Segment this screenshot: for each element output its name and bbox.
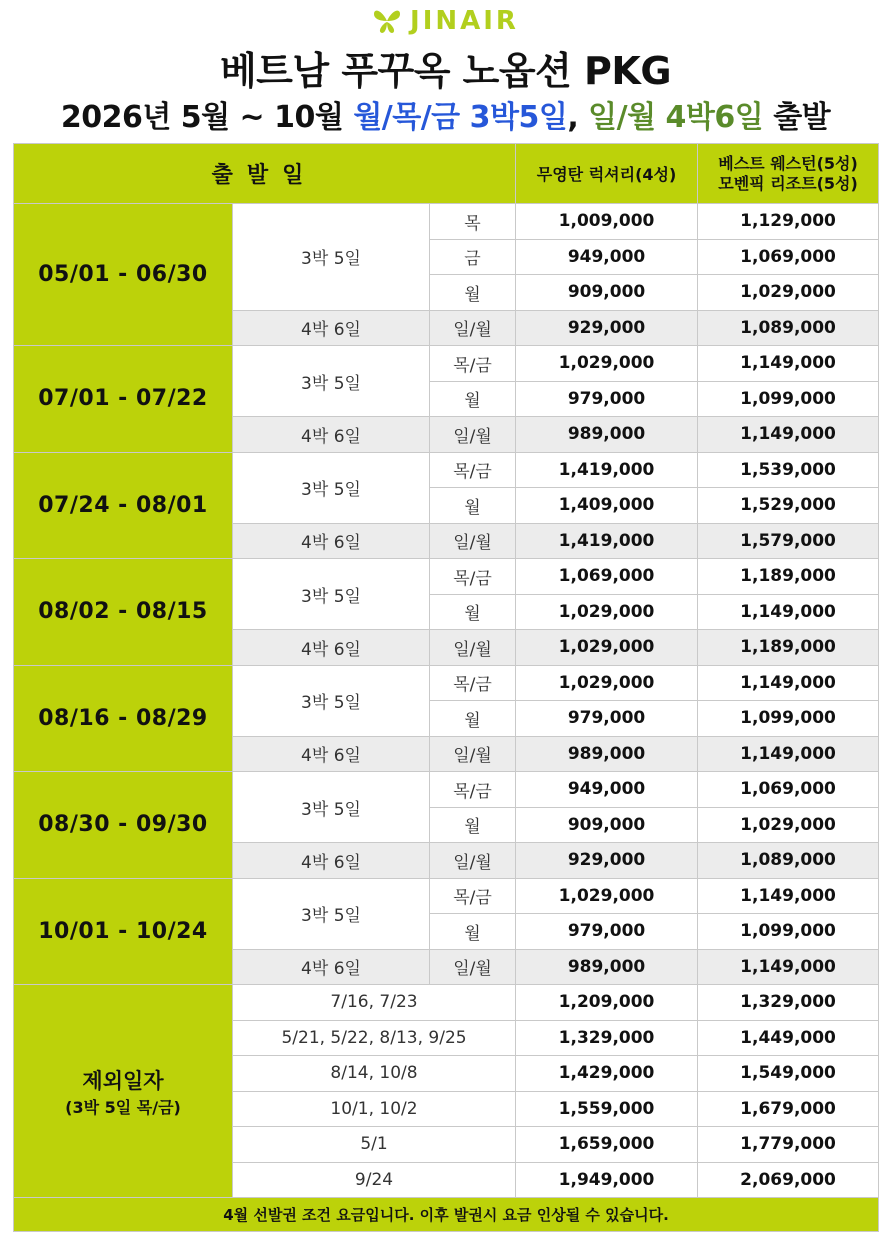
price-4star: 949,000	[516, 239, 698, 275]
price-4star: 1,419,000	[516, 452, 698, 488]
price-4star: 989,000	[516, 417, 698, 453]
price-4star: 989,000	[516, 736, 698, 772]
price-4star: 1,009,000	[516, 204, 698, 240]
price-5star: 1,529,000	[698, 488, 879, 524]
departure-day: 일/월	[430, 310, 516, 346]
price-5star: 1,149,000	[698, 346, 879, 382]
price-4star: 979,000	[516, 701, 698, 737]
departure-day: 월	[430, 807, 516, 843]
table-row	[14, 559, 879, 595]
page-title: 베트남 푸꾸옥 노옵션 PKG	[219, 49, 672, 93]
departure-day: 월	[430, 594, 516, 630]
subtitle-period: 2026년 5월 ~ 10월	[60, 100, 354, 135]
header-hotel-bestwestern: 베스트 웨스턴(5성)	[718, 153, 858, 173]
plan-3n5d: 3박 5일	[233, 452, 430, 523]
departure-day: 월	[430, 381, 516, 417]
plan-4n6d: 4박 6일	[233, 630, 430, 666]
logo-text: JINAIR	[410, 6, 519, 36]
header-hotel-muongthanh: 무영탄 럭셔리(4성)	[516, 144, 698, 204]
plan-4n6d: 4박 6일	[233, 949, 430, 985]
plan-3n5d: 3박 5일	[233, 204, 430, 311]
departure-day: 월	[430, 275, 516, 311]
price-4star: 1,029,000	[516, 346, 698, 382]
exclusion-dates: 8/14, 10/8	[233, 1056, 516, 1092]
price-4star: 989,000	[516, 949, 698, 985]
table-row	[14, 346, 879, 382]
exclusion-dates: 5/1	[233, 1127, 516, 1163]
price-5star: 1,189,000	[698, 630, 879, 666]
price-4star: 1,949,000	[516, 1162, 698, 1198]
price-5star: 1,149,000	[698, 594, 879, 630]
price-4star: 909,000	[516, 275, 698, 311]
subtitle-sep: ,	[567, 100, 589, 135]
price-5star: 1,679,000	[698, 1091, 879, 1127]
price-5star: 1,579,000	[698, 523, 879, 559]
price-5star: 1,549,000	[698, 1056, 879, 1092]
butterfly-icon	[372, 8, 402, 34]
departure-day: 일/월	[430, 736, 516, 772]
exclusion-dates: 9/24	[233, 1162, 516, 1198]
price-4star: 1,329,000	[516, 1020, 698, 1056]
price-table-body	[14, 204, 879, 1232]
page-subtitle	[0, 92, 891, 136]
price-4star: 949,000	[516, 772, 698, 808]
exclusion-dates: 7/16, 7/23	[233, 985, 516, 1021]
price-5star: 1,069,000	[698, 239, 879, 275]
price-5star: 2,069,000	[698, 1162, 879, 1198]
subtitle-end: 출발	[763, 100, 831, 135]
departure-day: 일/월	[430, 843, 516, 879]
price-4star: 929,000	[516, 310, 698, 346]
period-range: 07/01 - 07/22	[14, 346, 233, 453]
footer-row	[14, 1198, 879, 1232]
exclusion-subtitle: (3박 5일 목/금)	[65, 1097, 181, 1117]
price-4star: 1,429,000	[516, 1056, 698, 1092]
price-5star: 1,779,000	[698, 1127, 879, 1163]
period-range: 08/02 - 08/15	[14, 559, 233, 666]
exclusion-title: 제외일자	[82, 1068, 164, 1093]
header-hotel-5star	[698, 144, 879, 204]
departure-day: 목	[430, 204, 516, 240]
plan-3n5d: 3박 5일	[233, 346, 430, 417]
price-5star: 1,089,000	[698, 310, 879, 346]
price-4star: 909,000	[516, 807, 698, 843]
price-4star: 979,000	[516, 914, 698, 950]
departure-day: 목/금	[430, 665, 516, 701]
departure-day: 목/금	[430, 878, 516, 914]
plan-4n6d: 4박 6일	[233, 523, 430, 559]
header-hotel-movenpick: 모벤픽 리조트(5성)	[718, 173, 858, 193]
plan-3n5d: 3박 5일	[233, 559, 430, 630]
departure-day: 일/월	[430, 630, 516, 666]
price-5star: 1,089,000	[698, 843, 879, 879]
subtitle-3n5d: 월/목/금 3박5일	[353, 100, 568, 135]
departure-day: 월	[430, 701, 516, 737]
price-4star: 1,029,000	[516, 665, 698, 701]
price-5star: 1,449,000	[698, 1020, 879, 1056]
price-4star: 1,419,000	[516, 523, 698, 559]
price-4star: 1,409,000	[516, 488, 698, 524]
price-5star: 1,099,000	[698, 381, 879, 417]
departure-day: 목/금	[430, 559, 516, 595]
price-5star: 1,029,000	[698, 275, 879, 311]
plan-3n5d: 3박 5일	[233, 772, 430, 843]
period-range: 07/24 - 08/01	[14, 452, 233, 559]
table-row	[14, 452, 879, 488]
table-row	[14, 985, 879, 1021]
exclusion-label	[14, 985, 233, 1198]
plan-4n6d: 4박 6일	[233, 736, 430, 772]
exclusion-dates: 10/1, 10/2	[233, 1091, 516, 1127]
plan-4n6d: 4박 6일	[233, 310, 430, 346]
departure-day: 목/금	[430, 452, 516, 488]
plan-4n6d: 4박 6일	[233, 843, 430, 879]
price-4star: 1,029,000	[516, 630, 698, 666]
departure-day: 월	[430, 914, 516, 950]
price-4star: 1,069,000	[516, 559, 698, 595]
table-row	[14, 665, 879, 701]
header-departure-date: 출발일	[14, 144, 516, 204]
exclusion-dates: 5/21, 5/22, 8/13, 9/25	[233, 1020, 516, 1056]
plan-4n6d: 4박 6일	[233, 417, 430, 453]
subtitle-4n6d: 일/월 4박6일	[588, 100, 764, 135]
price-5star: 1,329,000	[698, 985, 879, 1021]
price-5star: 1,149,000	[698, 949, 879, 985]
departure-day: 일/월	[430, 523, 516, 559]
price-5star: 1,129,000	[698, 204, 879, 240]
plan-3n5d: 3박 5일	[233, 878, 430, 949]
departure-day: 목/금	[430, 772, 516, 808]
price-4star: 979,000	[516, 381, 698, 417]
period-range: 08/16 - 08/29	[14, 665, 233, 772]
period-range: 08/30 - 09/30	[14, 772, 233, 879]
plan-3n5d: 3박 5일	[233, 665, 430, 736]
price-4star: 1,659,000	[516, 1127, 698, 1163]
footer-note: 4월 선발권 조건 요금입니다. 이후 발권시 요금 인상될 수 있습니다.	[14, 1198, 879, 1232]
price-4star: 929,000	[516, 843, 698, 879]
table-row	[14, 204, 879, 240]
departure-day: 일/월	[430, 949, 516, 985]
table-row	[14, 878, 879, 914]
price-5star: 1,029,000	[698, 807, 879, 843]
departure-day: 일/월	[430, 417, 516, 453]
price-table	[13, 143, 879, 1232]
price-5star: 1,149,000	[698, 878, 879, 914]
departure-day: 월	[430, 488, 516, 524]
price-4star: 1,209,000	[516, 985, 698, 1021]
table-row	[14, 772, 879, 808]
price-5star: 1,099,000	[698, 701, 879, 737]
price-4star: 1,029,000	[516, 594, 698, 630]
price-5star: 1,099,000	[698, 914, 879, 950]
price-5star: 1,539,000	[698, 452, 879, 488]
price-5star: 1,149,000	[698, 665, 879, 701]
price-4star: 1,559,000	[516, 1091, 698, 1127]
price-5star: 1,149,000	[698, 736, 879, 772]
period-range: 05/01 - 06/30	[14, 204, 233, 346]
departure-day: 금	[430, 239, 516, 275]
price-5star: 1,189,000	[698, 559, 879, 595]
price-4star: 1,029,000	[516, 878, 698, 914]
price-5star: 1,149,000	[698, 417, 879, 453]
jinair-logo	[0, 6, 891, 38]
departure-day: 목/금	[430, 346, 516, 382]
price-5star: 1,069,000	[698, 772, 879, 808]
period-range: 10/01 - 10/24	[14, 878, 233, 985]
